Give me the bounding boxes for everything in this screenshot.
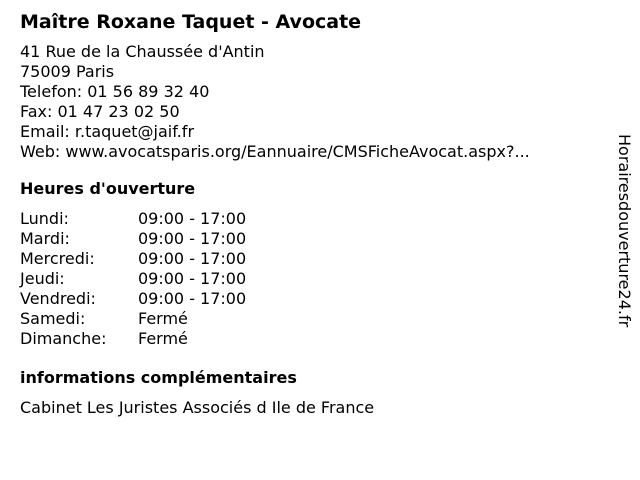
business-card [20, 10, 610, 418]
day-label: Mardi: [20, 229, 70, 248]
time-value: 09:00 - 17:00 [138, 209, 247, 228]
time-value: Fermé [138, 329, 188, 348]
day-label: Vendredi: [20, 289, 96, 308]
address-street: 41 Rue de la Chaussée d'Antin [20, 42, 265, 61]
hours-row-friday [20, 289, 610, 309]
phone-line: Telefon: 01 56 89 32 40 [20, 82, 210, 101]
hours-row-wednesday [20, 249, 610, 269]
time-value: Fermé [138, 309, 188, 328]
opening-hours-table [20, 209, 610, 349]
email-line: Email: r.taquet@jaif.fr [20, 122, 195, 141]
time-value: 09:00 - 17:00 [138, 289, 247, 308]
day-label: Dimanche: [20, 329, 107, 348]
fax-line: Fax: 01 47 23 02 50 [20, 102, 180, 121]
hours-row-tuesday [20, 229, 610, 249]
additional-info-text: Cabinet Les Juristes Associés d Ile de France [20, 398, 375, 417]
hours-row-monday [20, 209, 610, 229]
hours-row-saturday [20, 309, 610, 329]
day-label: Jeudi: [20, 269, 65, 288]
address-city: 75009 Paris [20, 62, 115, 81]
page-title: Maître Roxane Taquet - Avocate [20, 11, 362, 33]
day-label: Samedi: [20, 309, 86, 328]
hours-row-sunday [20, 329, 610, 349]
time-value: 09:00 - 17:00 [138, 269, 247, 288]
additional-info-heading: informations complémentaires [20, 368, 297, 387]
hours-row-thursday [20, 269, 610, 289]
day-label: Mercredi: [20, 249, 95, 268]
opening-hours-heading: Heures d'ouverture [20, 179, 196, 198]
website-link[interactable]: Web: www.avocatsparis.org/Eannuaire/CMSFicheAvocat.aspx?... [20, 142, 530, 161]
time-value: 09:00 - 17:00 [138, 249, 247, 268]
day-label: Lundi: [20, 209, 69, 228]
contact-block [20, 42, 610, 162]
site-watermark: Horairesdouverture24.fr [615, 134, 634, 328]
time-value: 09:00 - 17:00 [138, 229, 247, 248]
